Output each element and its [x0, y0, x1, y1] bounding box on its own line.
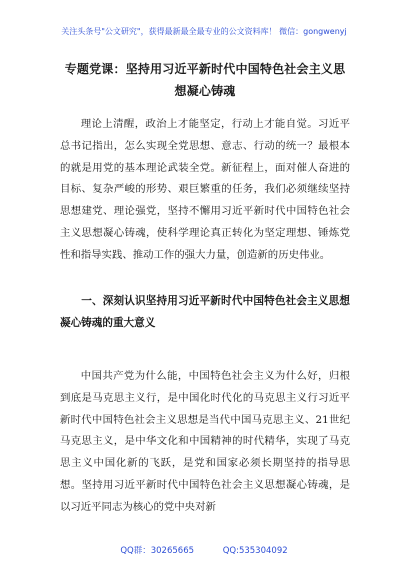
footer-qq: QQ:535304092 [222, 546, 288, 556]
body-paragraph-1: 理论上清醒，政治上才能坚定，行动上才能自觉。习近平总书记指出，怎么实现全党思想、意志、行动的统一？最根本的就是用党的基本理论武装全党。新征程上，面对催人奋进的目标、复杂严峻的形势、艰巨繁重的任务，我们必须继续坚持思想建党、理论强党，坚持不懈用习近平新时代中国特色社会主义思想凝心铸魂，使科学理论真正转化为坚定理想、锤炼党性和指导实践、推动工作的强大力量，创造新的历史伟业。 [60, 118, 350, 261]
section-heading-1: 一、深刻认识坚持用习近平新时代中国特色社会主义思想凝心铸魂的重大意义 [60, 295, 350, 329]
footer-qq-group: QQ群：30265665 [120, 546, 195, 556]
footer-contact [0, 544, 408, 556]
header-banner: 关注头条号"公文研究"，获得最新最全最专业的公文资料库！ 微信：gongwenyj [61, 27, 347, 36]
document-title: 专题党课：坚持用习近平新时代中国特色社会主义思想凝心铸魂 [64, 62, 346, 98]
body-paragraph-2: 中国共产党为什么能，中国特色社会主义为什么好，归根到底是马克思主义行，是中国化时代化的马克思主义行习近平新时代中国特色社会主义思想是当代中国马克思主义、21世纪马克思主义，是中华文化和中国精神的时代精华，实现了马克思主义中国化新的飞跃，是党和国家必须长期坚持的指导思想。坚持用习近平新时代中国特色社会主义思想凝心铸魂，是以习近平同志为核心的党中央对新 [60, 370, 350, 513]
